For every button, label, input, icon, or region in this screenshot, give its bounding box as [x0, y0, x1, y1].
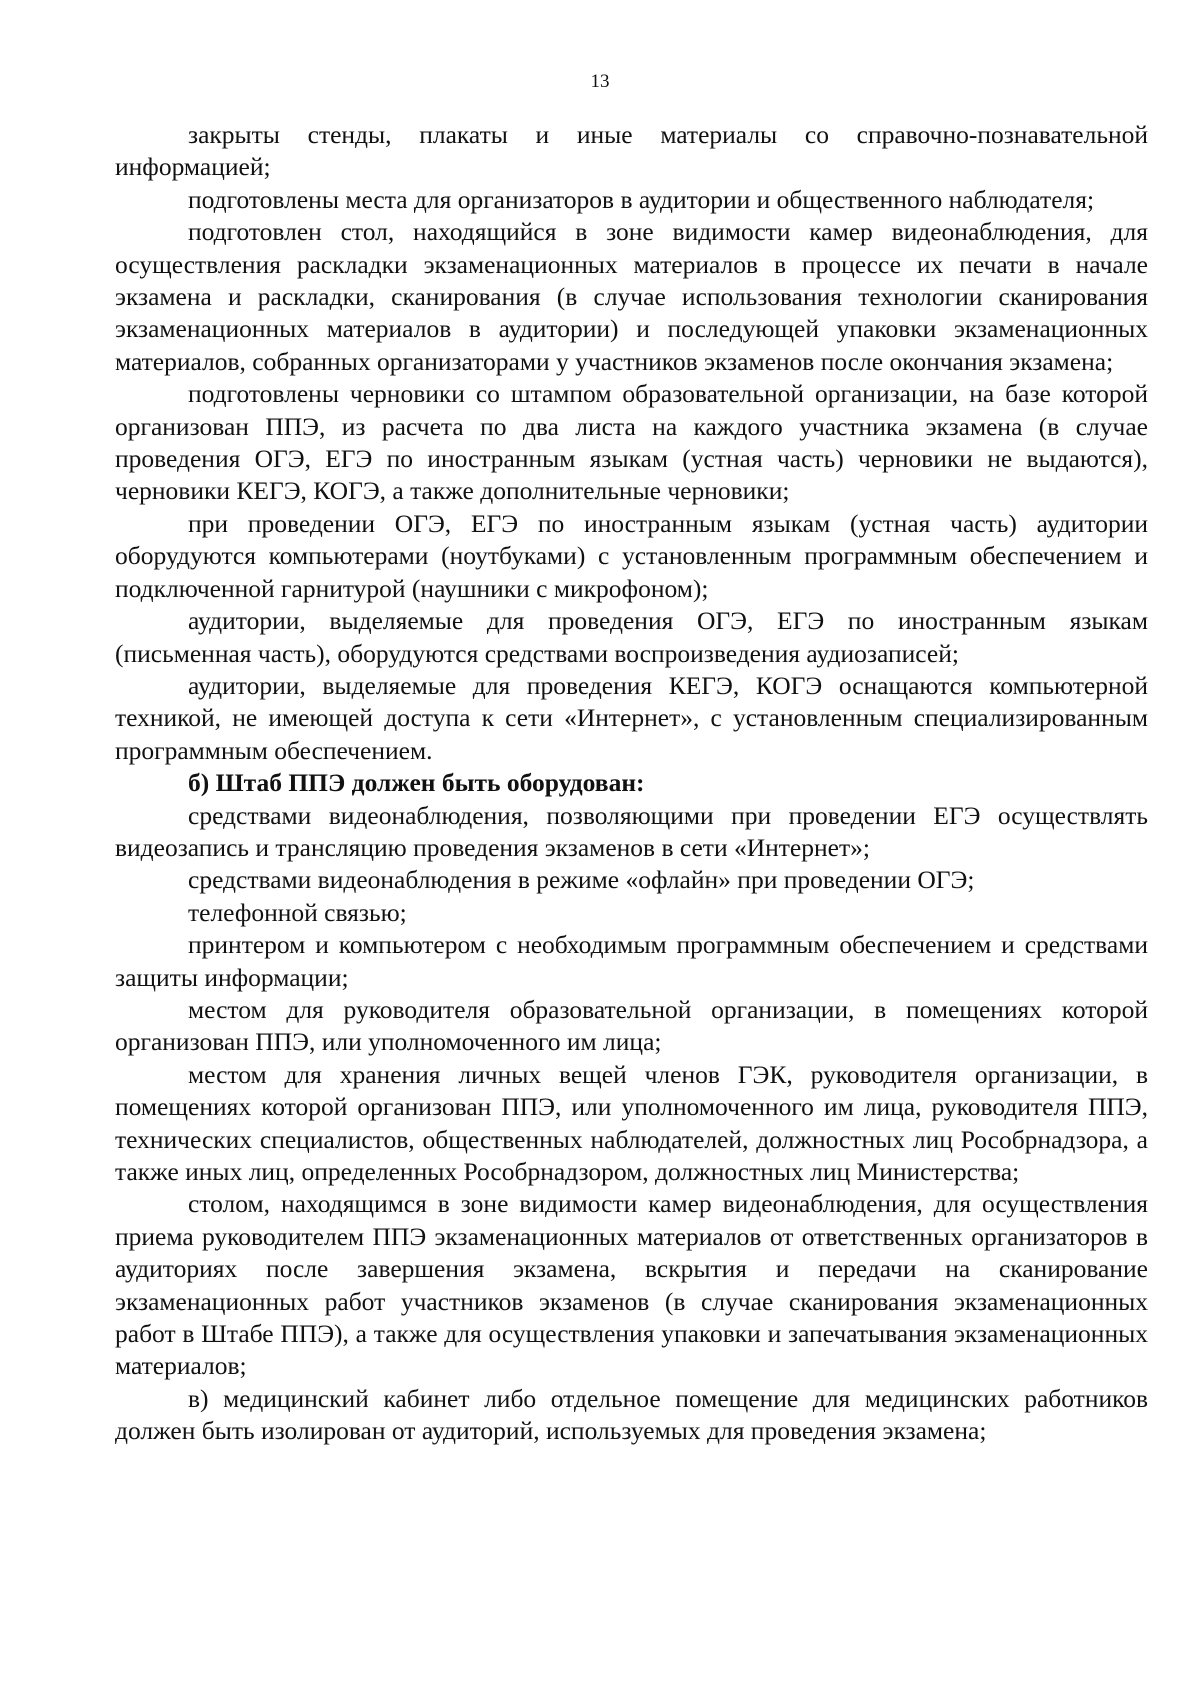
paragraph: средствами видеонаблюдения в режиме «офлайн» при проведении ОГЭ; [188, 865, 975, 895]
paragraph: местом для руководителя образовательной организации, в помещениях которой организован ППЭ, или уполномоченного им лица; [115, 994, 1148, 1057]
paragraph: подготовлены черновики со штампом образовательной организации, на базе которой организован ППЭ, из расчета по два листа на каждого участника экзамена (в случае проведения ОГЭ, ЕГЭ по иностранным языкам (устная часть) черновики не выдаются), черновики КЕГЭ, КОГЭ, а также дополнительные черновики; [115, 379, 1148, 506]
paragraph: при проведении ОГЭ, ЕГЭ по иностранным языкам (устная часть) аудитории оборудуются компьютерами (ноутбуками) с установленным программным обеспечением и подключенной гарнитурой (наушники с микрофоном); [115, 508, 1148, 603]
paragraph: принтером и компьютером с необходимым программным обеспечением и средствами защиты информации; [115, 930, 1148, 992]
paragraph: закрыты стенды, плакаты и иные материалы со справочно-познавательной информацией; [115, 120, 1148, 182]
paragraph: местом для хранения личных вещей членов ГЭК, руководителя организации, в помещениях которой организован ППЭ, или уполномоченного им лица, руководителя ППЭ, технических специалистов, общественных наблюдателей, должностных лиц Рособрнадзора, а также иных лиц, определенных Рособрнадзором, должностных лиц Министерства; [115, 1059, 1148, 1186]
paragraph: в) медицинский кабинет либо отдельное помещение для медицинских работников должен быть изолирован от аудиторий, используемых для проведения экзамена; [115, 1383, 1148, 1446]
paragraph: подготовлены места для организаторов в аудитории и общественного наблюдателя; [188, 184, 1095, 214]
paragraph: столом, находящимся в зоне видимости камер видеонаблюдения, для осуществления приема руководителем ППЭ экзаменационных материалов от ответственных организаторов в аудиториях после завершения экзамена, вскрытия и передачи на сканирование экзаменационных работ участников экзаменов (в случае сканирования экзаменационных работ в Штабе ППЭ), а также для осуществления упаковки и запечатывания экзаменационных материалов; [115, 1189, 1148, 1381]
paragraph: аудитории, выделяемые для проведения КЕГЭ, КОГЭ оснащаются компьютерной техникой, не имеющей доступа к сети «Интернет», с установленным специализированным программным обеспечением. [115, 670, 1148, 765]
paragraph: аудитории, выделяемые для проведения ОГЭ, ЕГЭ по иностранным языкам (письменная часть), оборудуются средствами воспроизведения аудиозаписей; [115, 606, 1148, 668]
paragraph: подготовлен стол, находящийся в зоне видимости камер видеонаблюдения, для осуществления раскладки экзаменационных материалов в процессе их печати в начале экзамена и раскладки, сканирования (в случае использования технологии сканирования экзаменационных материалов в аудитории) и последующей упаковки экзаменационных материалов, собранных организаторами у участников экзаменов после окончания экзамена; [115, 217, 1148, 376]
section-heading: б) Штаб ППЭ должен быть оборудован: [188, 768, 645, 798]
document-body [115, 119, 1148, 1448]
page-number: 13 [590, 71, 610, 92]
paragraph: телефонной связью; [188, 897, 407, 927]
paragraph: средствами видеонаблюдения, позволяющими при проведении ЕГЭ осуществлять видеозапись и трансляцию проведения экзаменов в сети «Интернет»; [115, 800, 1148, 862]
